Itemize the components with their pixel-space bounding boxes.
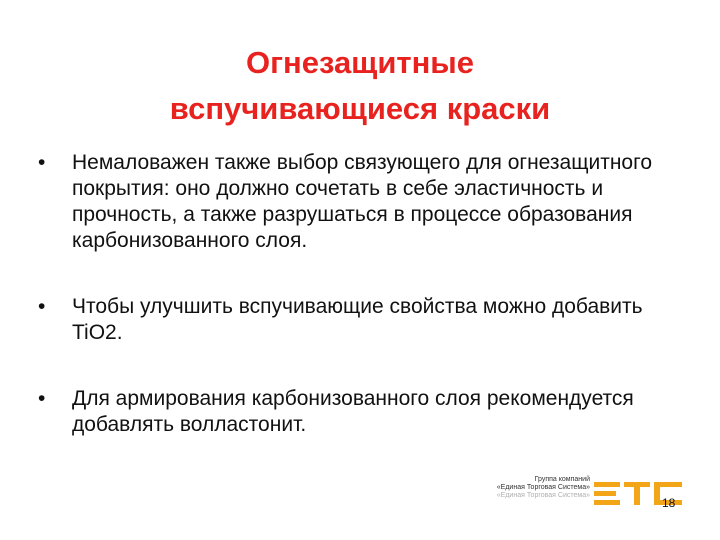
bullet-icon: •	[38, 295, 46, 318]
bullet-item	[34, 386, 684, 438]
logo-line-3: «Единая Торговая Система»	[496, 492, 590, 499]
bullet-item	[34, 294, 684, 346]
bullet-icon: •	[38, 151, 46, 174]
title-line-2: вспучивающиеся краски	[169, 91, 551, 126]
bullet-text: Для армирования карбонизованного слоя рекомендуется добавлять волластонит.	[72, 387, 634, 436]
bullet-item	[34, 150, 684, 254]
bullet-text: Чтобы улучшить вспучивающие свойства можно добавить TiO2.	[72, 295, 643, 344]
logo-line-1: Группа компаний	[534, 476, 590, 483]
page-number: 18	[662, 496, 676, 510]
bullet-text: Немаловажен также выбор связующего для огнезащитного покрытия: оно должно сочетать в себе эластичность и прочность, а также разрушаться в процессе образования карбонизованного слоя.	[72, 151, 652, 252]
bullet-icon: •	[38, 387, 46, 410]
logo-line-2: «Единая Торговая Система»	[496, 484, 590, 491]
logo-caption	[488, 476, 590, 500]
company-logo	[488, 476, 688, 516]
bullet-list	[34, 150, 684, 438]
slide-title	[0, 40, 720, 132]
title-line-1: Огнезащитные	[245, 45, 475, 80]
